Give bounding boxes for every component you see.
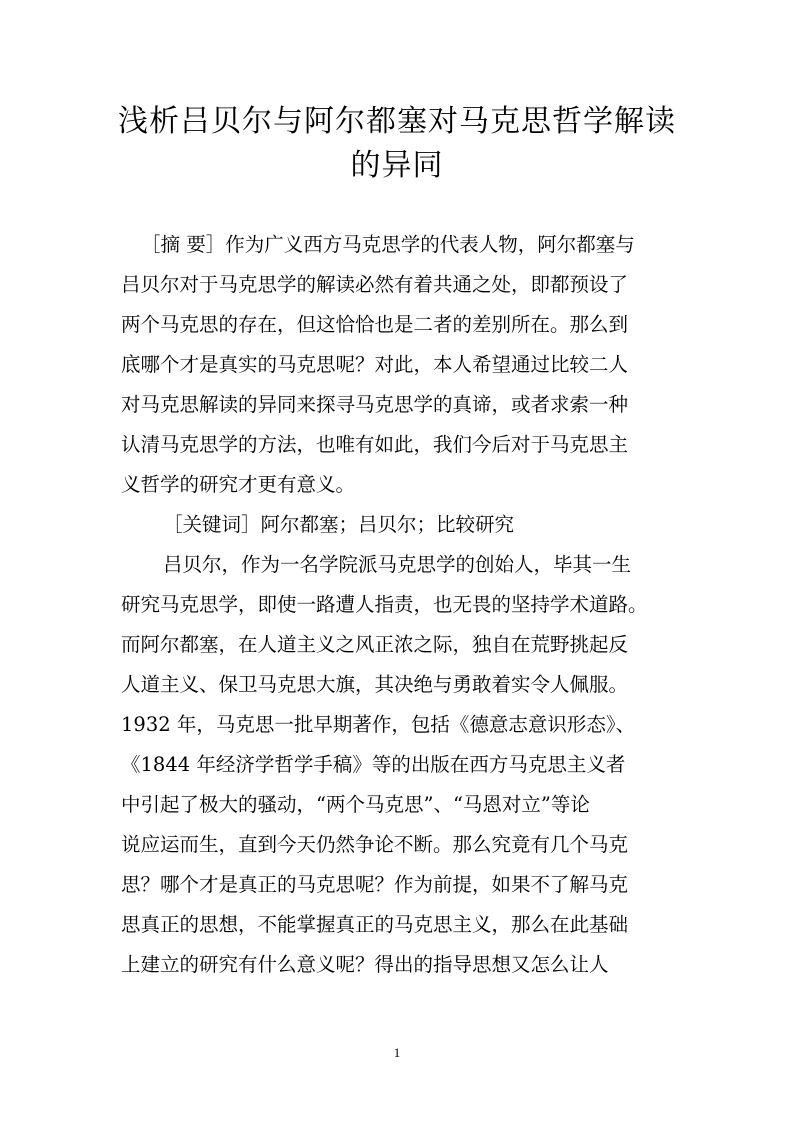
- paragraph-line: 思？哪个才是真正的马克思呢？作为前提，如果不了解马克: [121, 873, 629, 896]
- abstract-line: 对马克思解读的异同来探寻马克思学的真谛，或者求索一种: [121, 393, 629, 416]
- paragraph-line: 1932 年，马克思一批早期著作，包括《德意志意识形态》、: [121, 713, 636, 736]
- abstract-line: 认清马克思学的方法，也唯有如此，我们今后对于马克思主: [121, 433, 629, 456]
- title-line-2: 的异同: [350, 148, 444, 183]
- page-number: 1: [393, 1045, 401, 1060]
- paragraph-line: 思真正的思想，不能掌握真正的马克思主义，那么在此基础: [121, 913, 629, 936]
- document-title: [100, 100, 694, 188]
- abstract-line: 义哲学的研究才更有意义。: [121, 473, 356, 496]
- keywords-line: ［关键词］阿尔都塞；吕贝尔；比较研究: [163, 513, 515, 536]
- paragraph-line: 说应运而生，直到今天仍然争论不断。那么究竟有几个马克: [121, 833, 629, 856]
- title-line-1: 浅析吕贝尔与阿尔都塞对马克思哲学解读: [118, 104, 676, 139]
- paragraph-line: 研究马克思学，即使一路遭人指责，也无畏的坚持学术道路。: [121, 593, 648, 616]
- abstract-line: 两个马克思的存在，但这恰恰也是二者的差别所在。那么到: [121, 313, 629, 336]
- paragraph-line: 上建立的研究有什么意义呢？得出的指导思想又怎么让人: [121, 953, 609, 976]
- abstract-line: ［摘 要］作为广义西方马克思学的代表人物，阿尔都塞与: [141, 233, 635, 256]
- paragraph-line: 吕贝尔，作为一名学院派马克思学的创始人，毕其一生: [163, 553, 632, 576]
- abstract-line: 吕贝尔对于马克思学的解读必然有着共通之处，即都预设了: [121, 273, 629, 296]
- paragraph-line: 人道主义、保卫马克思大旗，其决绝与勇敢着实令人佩服。: [121, 673, 629, 696]
- document-body: [121, 225, 677, 985]
- paragraph-line: 而阿尔都塞，在人道主义之风正浓之际，独自在荒野挑起反: [121, 633, 629, 656]
- abstract-line: 底哪个才是真实的马克思呢？对此，本人希望通过比较二人: [121, 353, 629, 376]
- paragraph-line: 中引起了极大的骚动，“两个马克思”、“马恩对立”等论: [121, 793, 590, 816]
- paragraph-line: 《1844 年经济学哲学手稿》等的出版在西方马克思主义者: [121, 753, 626, 776]
